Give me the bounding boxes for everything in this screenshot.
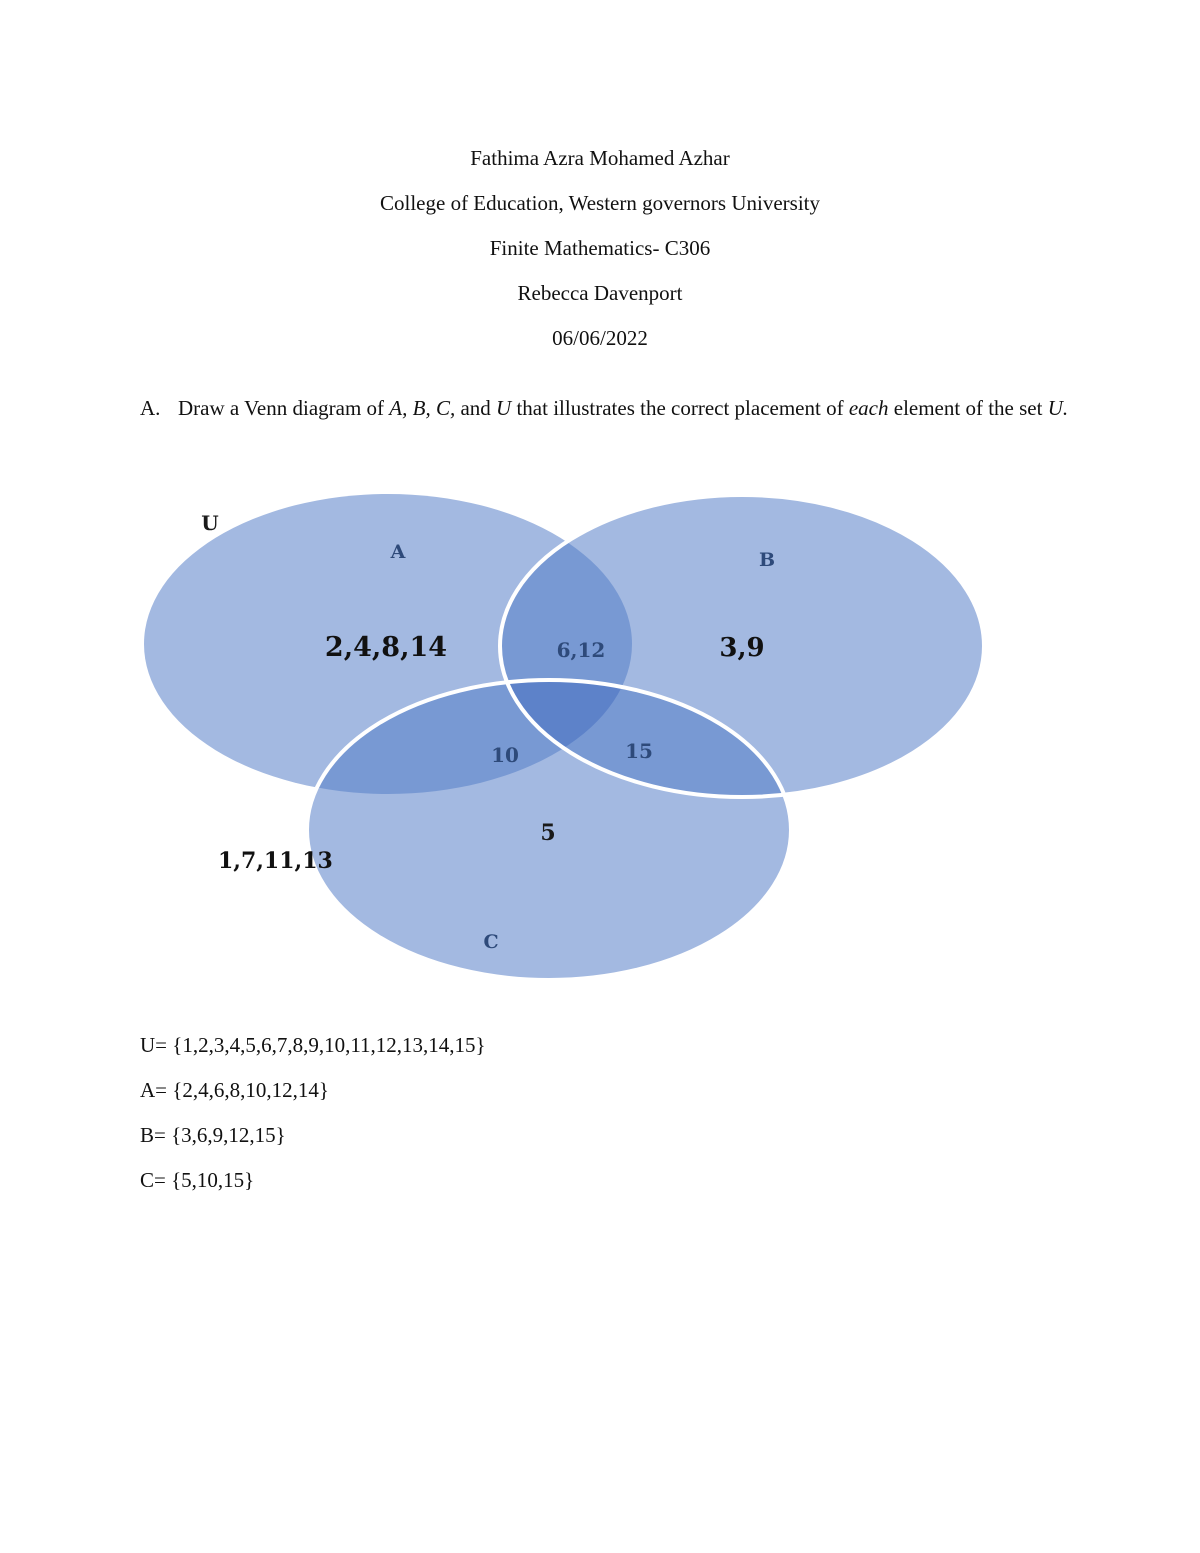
- question-part: element of the set: [888, 396, 1048, 420]
- question-part-italic: each: [848, 396, 889, 420]
- course-title: Finite Mathematics- C306: [489, 236, 711, 260]
- venn-diagram: [0, 470, 1200, 1000]
- universe-label: U: [201, 511, 219, 535]
- set-b-label: B: [758, 549, 776, 571]
- question-part: Draw a Venn diagram of: [178, 396, 390, 420]
- b-and-c-elements: 15: [625, 739, 653, 763]
- a-and-c-elements: 10: [491, 743, 519, 767]
- question-label: A.: [140, 396, 161, 420]
- set-b-definition: B= {3,6,9,12,15}: [140, 1123, 286, 1147]
- question-part-italic: U: [496, 396, 512, 420]
- set-a-definition: A= {2,4,6,8,10,12,14}: [140, 1078, 329, 1102]
- question-text: [178, 395, 1078, 422]
- document-date: 06/06/2022: [552, 326, 648, 350]
- a-and-b-elements: 6,12: [556, 638, 606, 662]
- set-u-definition: U= {1,2,3,4,5,6,7,8,9,10,11,12,13,14,15}: [140, 1033, 486, 1057]
- question-part-italic: U.: [1047, 396, 1069, 420]
- only-c-elements: 5: [540, 820, 556, 846]
- set-c-definition: C= {5,10,15}: [140, 1168, 255, 1192]
- institution: College of Education, Western governors University: [380, 191, 820, 215]
- question-part: and: [455, 396, 497, 420]
- only-a-elements: 2,4,8,14: [324, 632, 448, 663]
- question-part: that illustrates the correct placement of: [511, 396, 849, 420]
- author-name: Fathima Azra Mohamed Azhar: [470, 146, 730, 170]
- set-c-label: C: [483, 931, 499, 953]
- only-b-elements: 3,9: [719, 633, 765, 663]
- question-part-italic: A, B, C,: [389, 396, 456, 420]
- instructor-name: Rebecca Davenport: [517, 281, 683, 305]
- set-a-label: A: [390, 541, 406, 563]
- outside-elements: 1,7,11,13: [218, 848, 333, 874]
